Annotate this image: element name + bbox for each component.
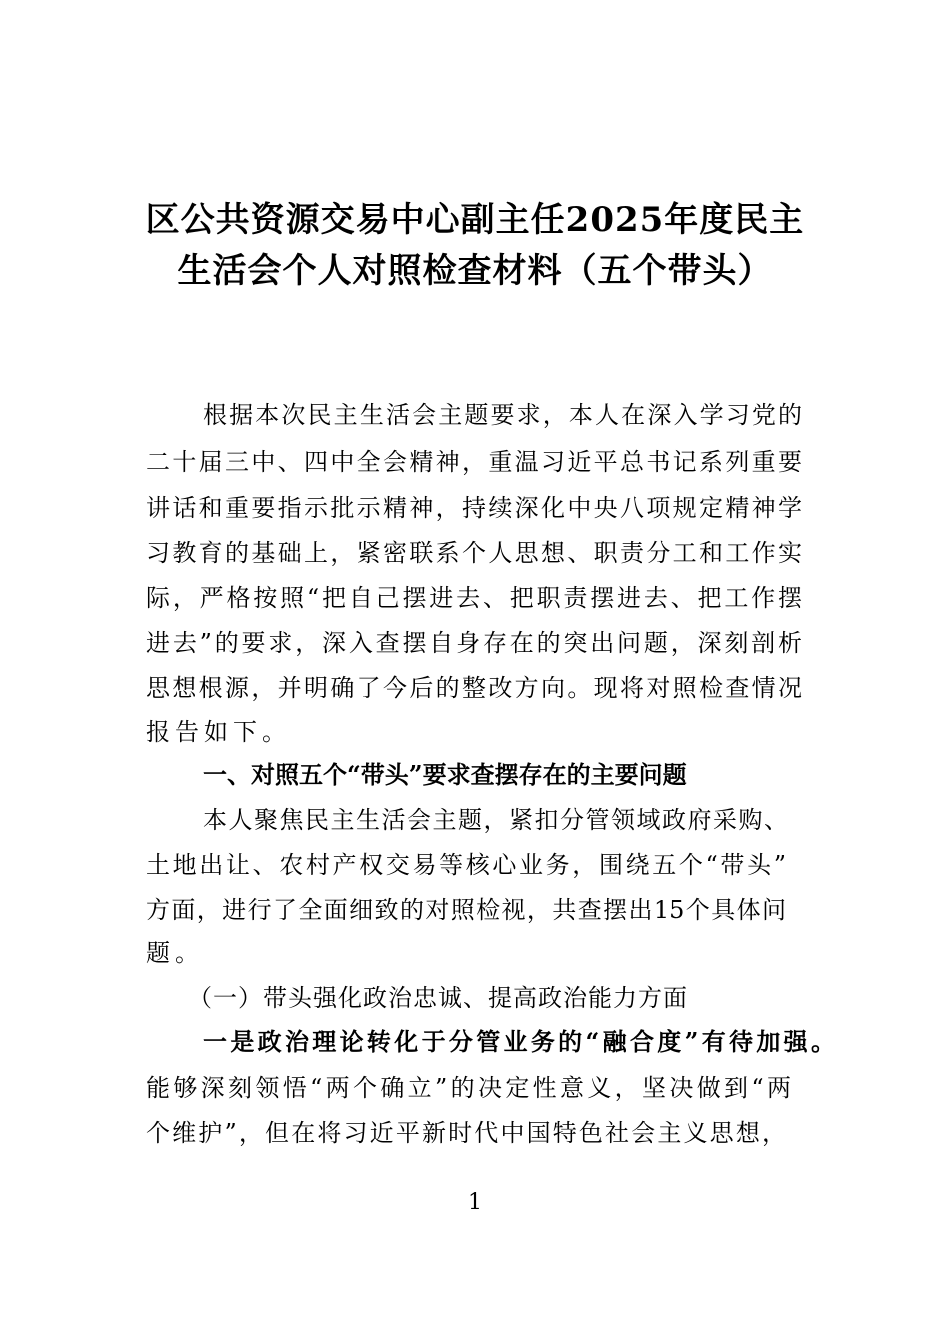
section-para-line: 本人聚焦民主生活会主题，紧扣分管领域政府采购、 <box>203 806 788 834</box>
intro-line: 根据本次民主生活会主题要求，本人在深入学习党的 <box>203 401 802 429</box>
subsection-heading: （一）带头强化政治忠诚、提高政治能力方面 <box>188 984 688 1012</box>
page-number: 1 <box>468 1190 482 1215</box>
intro-line: 讲话和重要指示批示精神，持续深化中央八项规定精神学 <box>146 494 802 522</box>
point-body-line: 个维护”，但在将习近平新时代中国特色社会主义思想， <box>146 1119 786 1147</box>
point-body-line: 能够深刻领悟“两个确立”的决定性意义，坚决做到“两 <box>146 1074 791 1102</box>
section-para-line: 题。 <box>146 939 204 967</box>
document-title-line-2: 生活会个人对照检查材料（五个带头） <box>177 251 773 291</box>
section-heading: 一、对照五个“带头”要求查摆存在的主要问题 <box>203 760 687 789</box>
section-para-line: 土地出让、农村产权交易等核心业务，围绕五个“带头” <box>146 851 786 879</box>
intro-line: 报告如下。 <box>146 718 291 746</box>
intro-line: 际，严格按照“把自己摆进去、把职责摆进去、把工作摆 <box>146 584 802 612</box>
point-heading: 一是政治理论转化于分管业务的“融合度”有待加强。 <box>203 1027 835 1056</box>
intro-line: 二十届三中、四中全会精神，重温习近平总书记系列重要 <box>146 448 802 476</box>
intro-line: 进去”的要求，深入查摆自身存在的突出问题，深刻剖析 <box>146 629 802 657</box>
section-para-line: 方面，进行了全面细致的对照检视，共查摆出15个具体问 <box>146 896 786 924</box>
intro-line: 习教育的基础上，紧密联系个人思想、职责分工和工作实 <box>146 539 802 567</box>
document-title-line-1: 区公共资源交易中心副主任2025年度民主 <box>145 200 805 240</box>
intro-line: 思想根源，并明确了今后的整改方向。现将对照检查情况 <box>146 674 802 702</box>
